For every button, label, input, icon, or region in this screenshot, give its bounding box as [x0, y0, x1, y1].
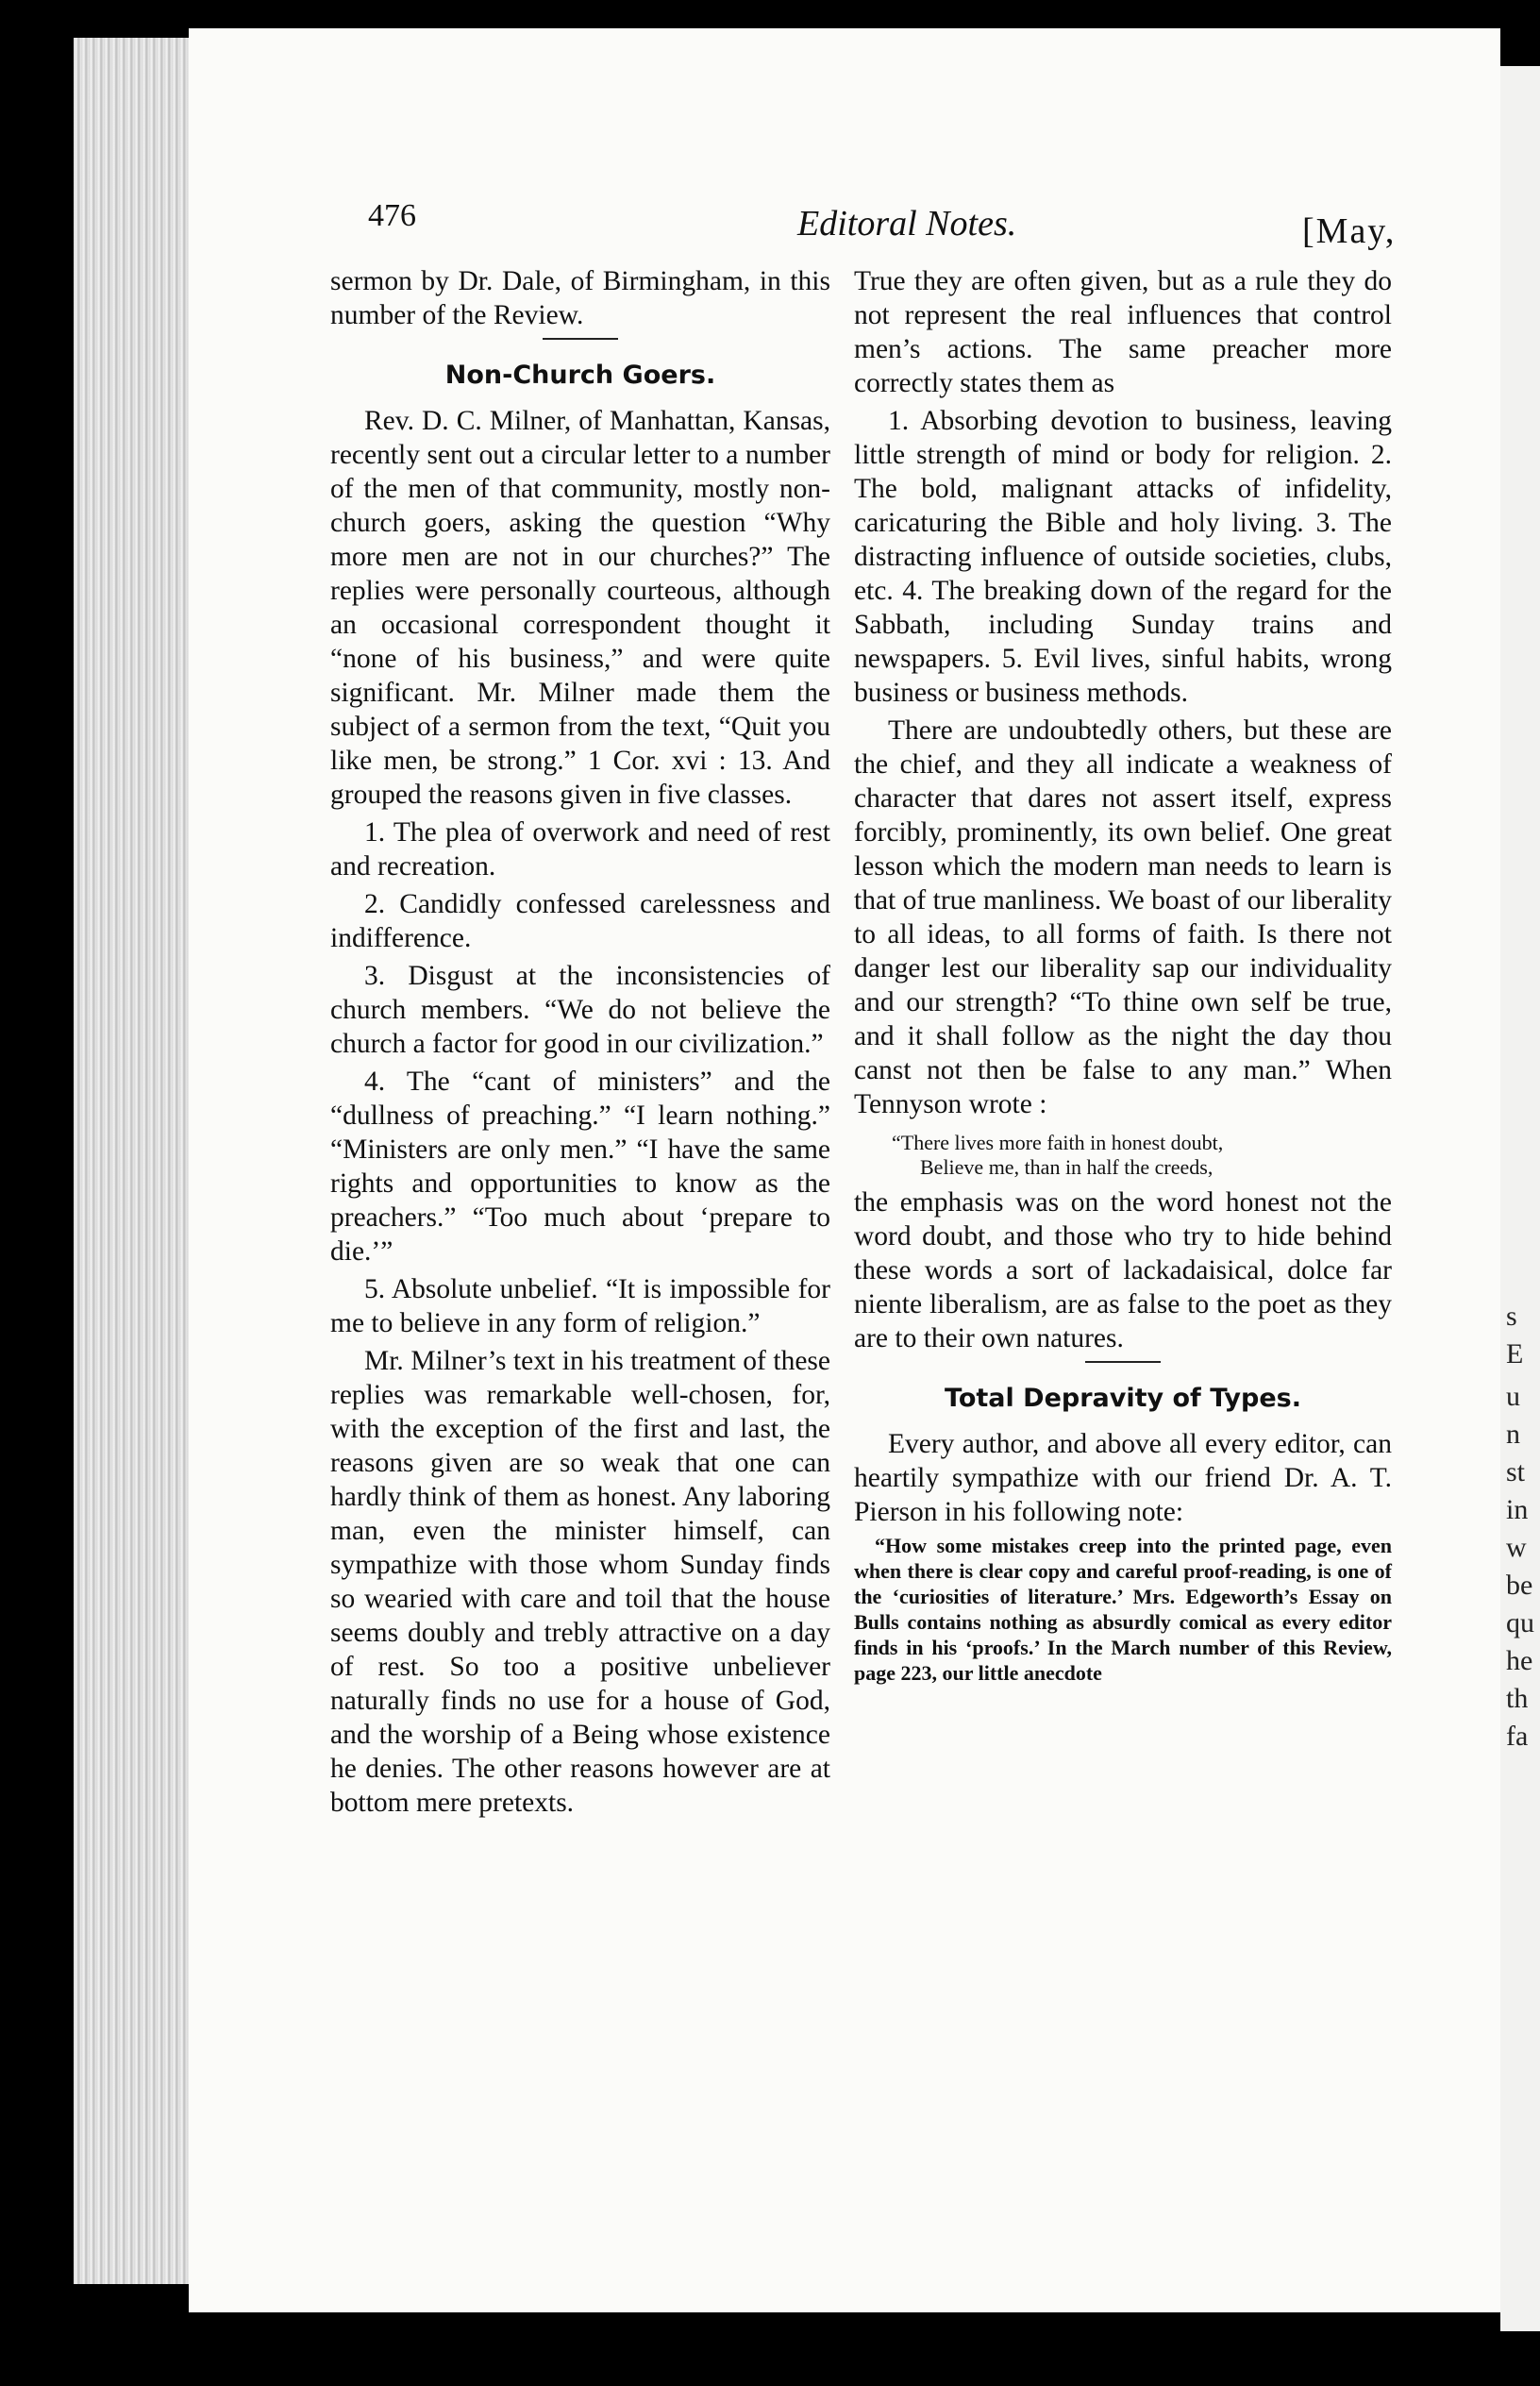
list-item: 3. Disgust at the inconsistencies of church members. “We do not believe the church a factor for good in our civilization.” — [330, 961, 830, 1059]
paragraph: Mr. Milner’s text in his treatment of these replies was remarkable well-chosen, for, with the exception of the first and last, the reasons given are so weak that one can hardly think of them as honest. Any laboring man, even the minister himself, can sympathize with those whom Sunday finds so wearied with care and toil that the house seems doubly and trebly attractive on a day of rest. So too a positive unbeliever naturally finds no use for a house of God, and the worship of a Being whose existence he denies. The other reasons however are at bottom mere pretexts. — [330, 1346, 830, 1818]
edge-fragment: th — [1506, 1683, 1529, 1714]
edge-fragment: in — [1506, 1494, 1529, 1525]
edge-fragment: E — [1506, 1338, 1524, 1369]
edge-fragment: be — [1506, 1570, 1533, 1601]
quote-line: “There lives more faith in honest doubt, — [892, 1131, 1224, 1154]
poem-quote — [854, 1131, 1392, 1180]
paragraph: True they are often given, but as a rule they do not represent the real influences that control men’s actions. The same preacher more correctly states them as — [854, 266, 1392, 398]
list-item: 2. Candidly confessed carelessness and indifference. — [330, 889, 830, 953]
paragraph: Every author, and above all every editor, can heartily sympathize with our friend Dr. A. T. Pierson in his following note: — [854, 1429, 1392, 1527]
edge-fragment: fa — [1506, 1721, 1529, 1752]
edge-fragment: u — [1506, 1381, 1520, 1412]
paragraph: the emphasis was on the word honest not the word doubt, and those who try to hide behind these words a sort of lackadaisical, dolce far niente liberalism, are as false to the poet as they are to their own natures. — [854, 1187, 1392, 1353]
edge-fragment: w — [1506, 1532, 1527, 1563]
edge-fragment: st — [1506, 1456, 1526, 1487]
paragraph: There are undoubtedly others, but these are the chief, and they all indicate a weakness of character that dares not assert itself, express forcibly, prominently, its own belief. One great lesson which the modern man needs to learn is that of true manliness. We boast of our liberality to all ideas, to all forms of faith. Is there not danger lest our liberality sap our individuality and our strength? “To thine own self be true, and it shall follow as the night the day thou canst not then be false to any man.” When Tennyson wrote : — [854, 715, 1392, 1119]
list-item: 1. The plea of overwork and need of rest and recreation. — [330, 817, 830, 882]
facing-page-edge — [1500, 66, 1540, 2331]
section-divider — [543, 338, 618, 340]
left-column — [330, 264, 830, 1823]
edge-fragment: n — [1506, 1419, 1520, 1450]
edge-fragment: s — [1506, 1301, 1517, 1332]
page-number: 476 — [368, 198, 416, 233]
right-column — [854, 264, 1392, 1689]
page-header — [368, 193, 1415, 260]
quote-line: Believe me, than in half the creeds, — [920, 1155, 1214, 1179]
section-divider — [1085, 1361, 1161, 1363]
section-heading: Total Depravity of Types. — [945, 1384, 1301, 1413]
paragraph: 1. Absorbing devotion to business, leaving little strength of mind or body for religion. 2. The bold, malignant attacks of infidelity, caricaturing the Bible and holy living. 3. The distracting influence of outside societies, clubs, etc. 4. The breaking down of the regard for the Sabbath, including Sunday trains and newspapers. 5. Evil lives, sinful habits, wrong business or business methods. — [854, 406, 1392, 708]
month-label: [May, — [1302, 211, 1397, 251]
list-item: 5. Absolute unbelief. “It is impossible for me to believe in any form of religion.” — [330, 1274, 830, 1338]
book-page-edge — [74, 38, 196, 2284]
list-item: 4. The “cant of ministers” and the “dullness of preaching.” “I learn nothing.” “Ministers are only men.” “I have the same rights and opportunities to know as the preachers.” “Too much about ‘prepare to die.’” — [330, 1067, 830, 1267]
section-heading: Non-Church Goers. — [444, 361, 716, 390]
edge-fragment: qu — [1506, 1607, 1534, 1638]
intro-paragraph: sermon by Dr. Dale, of Birmingham, in this number of the Review. — [330, 266, 830, 330]
edge-fragment: he — [1506, 1645, 1533, 1676]
quoted-note: “How some mistakes creep into the printed page, even when there is clear copy and careful proof-reading, is one of the ‘curiosities of literature.’ Mrs. Edgeworth’s Essay on Bulls contains nothing as absurdly comical as every editor finds in his ‘proofs.’ In the March number of this Review, page 223, our little anecdote — [854, 1534, 1392, 1685]
paragraph: Rev. D. C. Milner, of Manhattan, Kansas, recently sent out a circular letter to a number of the men of that community, mostly non-church goers, asking the question “Why more men are not in our churches?” The replies were personally courteous, although an occasional correspondent thought it “none of his business,” and were quite significant. Mr. Milner made them the subject of a sermon from the text, “Quit you like men, be strong.” 1 Cor. xvi : 13. And grouped the reasons given in five classes. — [330, 406, 830, 810]
running-head: Editoral Notes. — [797, 204, 1017, 244]
